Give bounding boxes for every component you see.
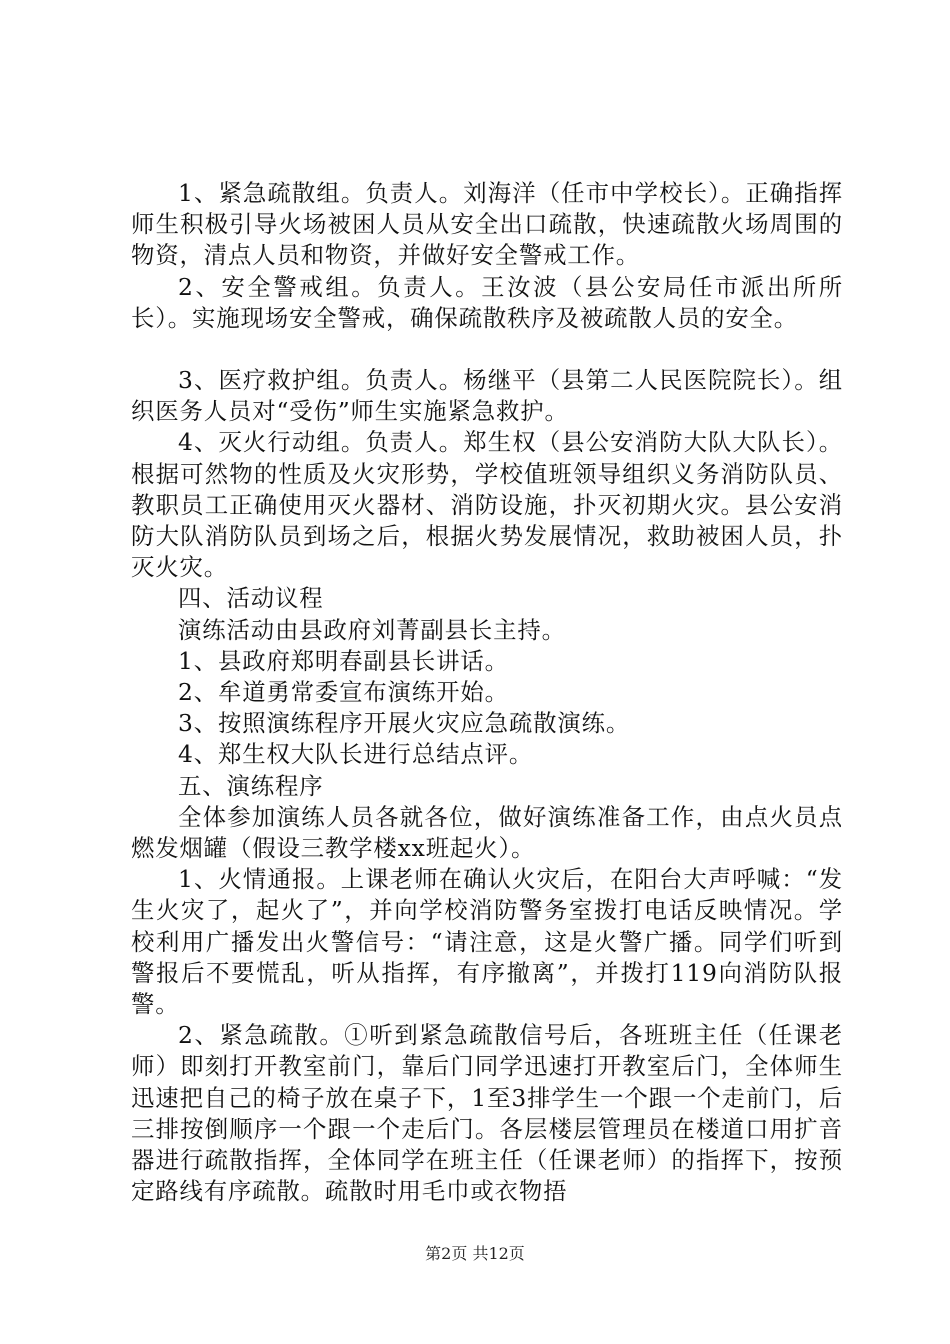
agenda-item-3: 3、按照演练程序开展火灾应急疏散演练。	[178, 709, 631, 738]
section-heading-procedure: 五、演练程序	[178, 771, 324, 800]
document-body	[131, 178, 843, 1208]
paragraph-emergency-evacuation: 2、紧急疏散。①听到紧急疏散信号后，各班班主任（任课老师）即刻打开教室前门，靠后门同学迅速打开教室后门，全体师生迅速把自己的椅子放在桌子下，1至3排学生一个跟一个走前门，后三排按倒顺序一个跟一个走后门。各层楼层管理员在楼道口用扩音器进行疏散指挥，全体同学在班主任（任课老师）的指挥下，按预定路线有序疏散。疏散时用毛巾或衣物捂	[131, 1021, 843, 1206]
page-footer: 第2页 共12页	[425, 1244, 525, 1263]
agenda-item-4: 4、郑生权大队长进行总结点评。	[178, 740, 534, 769]
paragraph-evacuation-group: 1、紧急疏散组。负责人。刘海洋（任市中学校长）。正确指挥师生积极引导火场被困人员从安全出口疏散，快速疏散火场周围的物资，清点人员和物资，并做好安全警戒工作。	[131, 179, 843, 270]
paragraph-agenda-host: 演练活动由县政府刘菁副县长主持。	[178, 615, 566, 644]
section-heading-agenda: 四、活动议程	[178, 584, 324, 613]
paragraph-medical-group: 3、医疗救护组。负责人。杨继平（县第二人民医院院长）。组织医务人员对“受伤”师生实施紧急救护。	[131, 366, 843, 426]
paragraph-fire-report: 1、火情通报。上课老师在确认火灾后，在阳台大声呼喊：“发生火灾了，起火了”，并向学校消防警务室拨打电话反映情况。学校利用广播发出火警信号：“请注意，这是火警广播。同学们听到警报后不要慌乱，听从指挥，有序撤离”，并拨打119向消防队报警。	[131, 865, 843, 1019]
agenda-item-1: 1、县政府郑明春副县长讲话。	[178, 646, 509, 675]
paragraph-procedure-intro: 全体参加演练人员各就各位，做好演练准备工作，由点火员点燃发烟罐（假设三教学楼xx班起火）。	[131, 802, 843, 863]
paragraph-firefighting-group: 4、灭火行动组。负责人。郑生权（县公安消防大队大队长）。根据可然物的性质及火灾形势，学校值班领导组织义务消防队员、教职员工正确使用灭火器材、消防设施，扑灭初期火灾。县公安消防大队消防队员到场之后，根据火势发展情况，救助被困人员，扑灭火灾。	[131, 428, 843, 582]
paragraph-security-group: 2、安全警戒组。负责人。王汝波（县公安局任市派出所所长）。实施现场安全警戒，确保疏散秩序及被疏散人员的安全。	[131, 272, 843, 332]
agenda-item-2: 2、牟道勇常委宣布演练开始。	[178, 678, 509, 707]
